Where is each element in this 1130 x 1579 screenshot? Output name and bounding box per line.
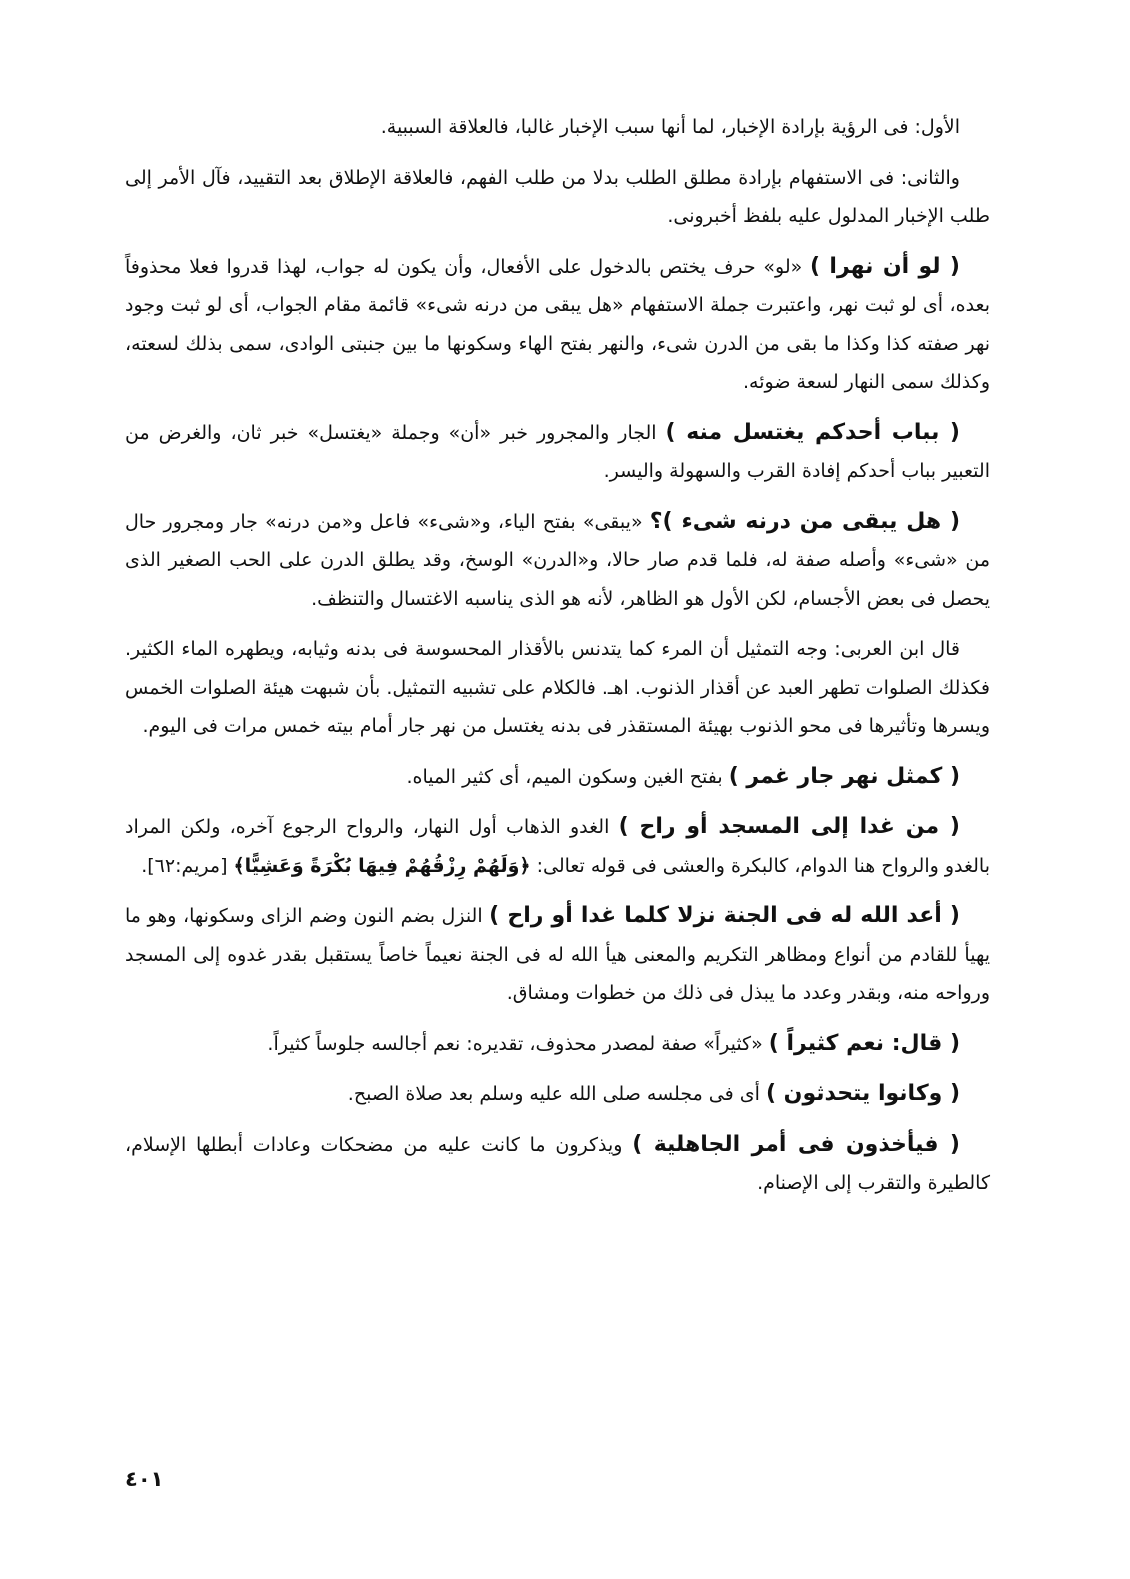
page-number: ٤٠١ bbox=[125, 1467, 164, 1491]
verse-reference: [مريم:٦٢]. bbox=[141, 854, 228, 877]
hadith-phrase-heading: ( وكانوا يتحدثون ) bbox=[765, 1081, 960, 1106]
paragraph-7 bbox=[125, 758, 990, 797]
paragraph-text: «كثيراً» صفة لمصدر محذوف، تقديره: نعم أجالسه جلوساً كثيراً. bbox=[267, 1032, 763, 1055]
paragraph-text: أى فى مجلسه صلى الله عليه وسلم بعد صلاة الصبح. bbox=[347, 1083, 760, 1105]
hadith-phrase-heading: ( كمثل نهر جار غمر ) bbox=[728, 763, 960, 789]
hadith-phrase-heading: ( من غدا إلى المسجد أو راح ) bbox=[618, 814, 960, 839]
paragraph-text: الغدو الذهاب أول النهار، والرواح الرجوع آخره، ولكن المراد بالغدو والرواح هنا الدوام، كالبكرة والعشى فى قوله تعالى: bbox=[125, 816, 990, 877]
paragraph-11 bbox=[125, 1075, 990, 1114]
paragraph-text: بفتح الغين وسكون الميم، أى كثير المياه. bbox=[406, 765, 723, 788]
paragraph-text: النزل بضم النون وضم الزاى وسكونها، وهو ما يهيأ للقادم من أنواع ومظاهر التكريم والمعنى هيأ الله له فى الجنة نعيماً خاصاً يستقبل بقدر غدوه إلى المسجد ورواحه منه، وبقدر وعدد ما يبذل فى ذلك من خطوات ومشاق. bbox=[125, 905, 990, 1004]
hadith-phrase-heading: ( بباب أحدكم يغتسل منه ) bbox=[665, 419, 960, 445]
paragraph-text: قال ابن العربى: وجه التمثيل أن المرء كما يتدنس بالأقذار المحسوسة فى بدنه وثيابه، ويطهره الماء الكثير. فكذلك الصلوات تطهر العبد عن أقذار الذنوب. اهـ. فالكلام على تشبيه التمثيل. بأن شبهت هيئة الصلوات الخمس ويسرها وتأثيرها فى محو الذنوب بهيئة المستقذر فى بدنه يغتسل من نهر جار أمام بيته خمس مرات فى اليوم. bbox=[125, 638, 990, 737]
paragraph-6 bbox=[125, 630, 990, 746]
paragraph-text: والثانى: فى الاستفهام بإرادة مطلق الطلب بدلا من طلب الفهم، فالعلاقة الإطلاق بعد التقييد، فآل الأمر إلى طلب الإخبار المدلول عليه بلفظ أخبرونى. bbox=[125, 166, 990, 227]
paragraph-text: «يبقى» بفتح الياء، و«شىء» فاعل و«من درنه» جار ومجرور حال من «شىء» وأصله صفة له، فلما قدم صار حالا، و«الدرن» الوسخ، وقد يطلق الدرن على الحب الصغير الذى يحصل فى بعض الأجسام، لكن الأول هو الظاهر، لأنه هو الذى يناسبه الاغتسال والتنظف. bbox=[125, 510, 990, 610]
paragraph-4 bbox=[125, 414, 990, 491]
paragraph-text: ويذكرون ما كانت عليه من مضحكات وعادات أبطلها الإسلام، كالطيرة والتقرب إلى الإصنام. bbox=[125, 1133, 990, 1194]
paragraph-10 bbox=[125, 1025, 990, 1064]
paragraph-text: الجار والمجرور خبر «أن» وجملة «يغتسل» خبر ثان، والغرض من التعبير بباب أحدكم إفادة القرب والسهولة واليسر. bbox=[125, 421, 990, 482]
hadith-phrase-heading: ( قال: نعم كثيراً ) bbox=[768, 1030, 960, 1056]
paragraph-12 bbox=[125, 1126, 990, 1203]
paragraph-2 bbox=[125, 159, 990, 236]
paragraph-text: الأول: فى الرؤية بإرادة الإخبار، لما أنها سبب الإخبار غالبا، فالعلاقة السببية. bbox=[380, 116, 960, 138]
quran-verse: ﴿وَلَهُمْ رِزْقُهُمْ فِيهَا بُكْرَةً وَعَشِيًّا﴾ bbox=[233, 854, 531, 877]
paragraph-8 bbox=[125, 808, 990, 885]
hadith-phrase-heading: ( هل يبقى من درنه شىء )؟ bbox=[649, 508, 960, 534]
paragraph-5 bbox=[125, 503, 990, 619]
paragraph-text: «لو» حرف يختص بالدخول على الأفعال، وأن يكون له جواب، لهذا قدروا فعلا محذوفاً بعده، أى لو ثبت نهر، واعتبرت جملة الاستفهام «هل يبقى من درنه شىء» قائمة مقام الجواب، أى لو ثبت وجود نهر صفته كذا وكذا ما بقى من الدرن شىء، والنهر بفتح الهاء وسكونها ما بين جنبتى الوادى، سمى بذلك لسعته، وكذلك سمى النهار لسعة ضوئه. bbox=[125, 255, 990, 393]
paragraph-1 bbox=[125, 108, 990, 147]
paragraph-9 bbox=[125, 897, 990, 1013]
paragraph-3 bbox=[125, 248, 990, 402]
hadith-phrase-heading: ( أعد الله له فى الجنة نزلا كلما غدا أو راح ) bbox=[489, 903, 960, 928]
hadith-phrase-heading: ( لو أن نهرا ) bbox=[810, 253, 960, 279]
hadith-phrase-heading: ( فيأخذون فى أمر الجاهلية ) bbox=[632, 1131, 960, 1157]
